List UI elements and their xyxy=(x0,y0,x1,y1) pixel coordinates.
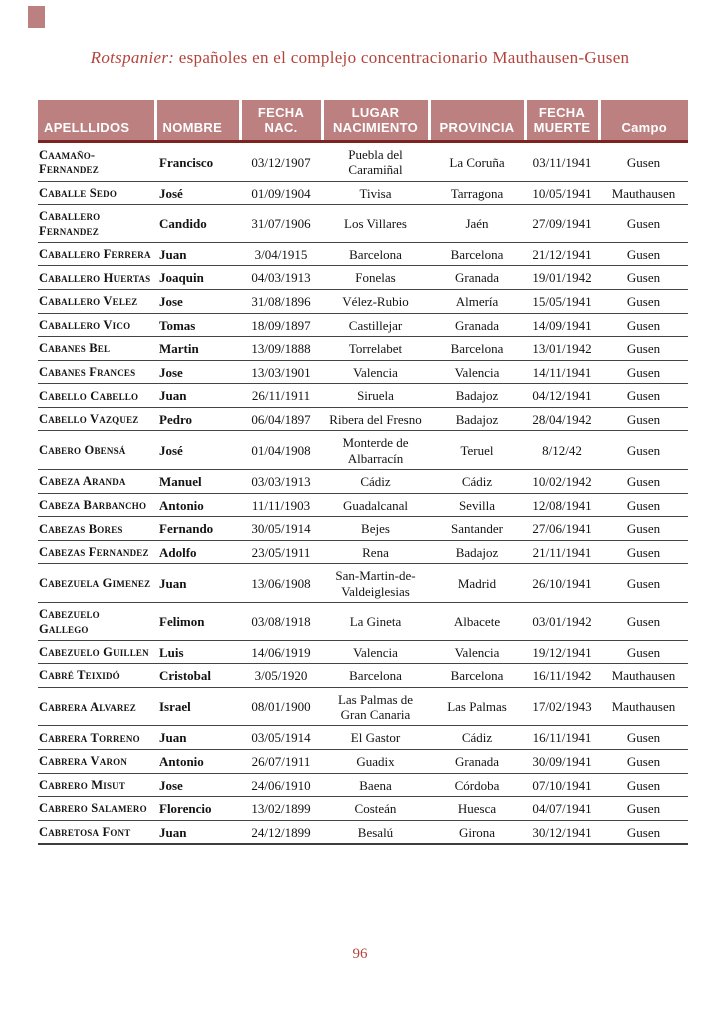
cell-apellidos: Caballero Huertas xyxy=(38,266,155,290)
cell-nombre: Antonio xyxy=(155,749,240,773)
cell-campo: Gusen xyxy=(599,820,688,844)
cell-campo: Gusen xyxy=(599,640,688,664)
table-row xyxy=(38,242,688,266)
cell-lugar: Las Palmas de Gran Canaria xyxy=(322,687,429,726)
cell-campo: Gusen xyxy=(599,493,688,517)
cell-nombre: Adolfo xyxy=(155,540,240,564)
cell-fecha_nac: 13/02/1899 xyxy=(240,797,322,821)
cell-fecha_muerte: 8/12/42 xyxy=(525,431,599,470)
cell-campo: Mauthausen xyxy=(599,664,688,688)
column-header-lugar: LUGAR NACIMIENTO xyxy=(322,100,429,142)
table-row xyxy=(38,431,688,470)
cell-nombre: Jose xyxy=(155,289,240,313)
cell-lugar: Tivisa xyxy=(322,181,429,205)
cell-apellidos: Caballero Vico xyxy=(38,313,155,337)
table-body xyxy=(38,142,688,845)
cell-apellidos: Caballe Sedo xyxy=(38,181,155,205)
cell-fecha_muerte: 15/05/1941 xyxy=(525,289,599,313)
cell-lugar: Besalú xyxy=(322,820,429,844)
cell-fecha_muerte: 03/01/1942 xyxy=(525,603,599,641)
table-row xyxy=(38,564,688,603)
cell-nombre: Joaquin xyxy=(155,266,240,290)
cell-campo: Gusen xyxy=(599,726,688,750)
cell-nombre: Pedro xyxy=(155,407,240,431)
cell-nombre: Israel xyxy=(155,687,240,726)
table-row xyxy=(38,142,688,182)
cell-lugar: Guadix xyxy=(322,749,429,773)
cell-fecha_muerte: 30/09/1941 xyxy=(525,749,599,773)
table-row xyxy=(38,517,688,541)
cell-apellidos: Cabrera Varon xyxy=(38,749,155,773)
cell-nombre: José xyxy=(155,431,240,470)
cell-apellidos: Cabrera Torreno xyxy=(38,726,155,750)
table-row xyxy=(38,820,688,844)
cell-provincia: Badajoz xyxy=(429,407,525,431)
cell-campo: Gusen xyxy=(599,384,688,408)
cell-fecha_nac: 24/12/1899 xyxy=(240,820,322,844)
cell-fecha_muerte: 27/09/1941 xyxy=(525,205,599,243)
cell-lugar: Bejes xyxy=(322,517,429,541)
table-row xyxy=(38,407,688,431)
cell-fecha_nac: 23/05/1911 xyxy=(240,540,322,564)
cell-lugar: El Gastor xyxy=(322,726,429,750)
cell-campo: Gusen xyxy=(599,540,688,564)
table-row xyxy=(38,384,688,408)
cell-apellidos: Cabrero Salamero xyxy=(38,797,155,821)
page-number: 96 xyxy=(352,946,368,962)
cell-lugar: Cádiz xyxy=(322,470,429,494)
cell-apellidos: Cabezas Fernandez xyxy=(38,540,155,564)
cell-lugar: Baena xyxy=(322,773,429,797)
cell-provincia: Tarragona xyxy=(429,181,525,205)
cell-campo: Gusen xyxy=(599,407,688,431)
column-header-fecha_nac: FECHA NAC. xyxy=(240,100,322,142)
cell-provincia: Las Palmas xyxy=(429,687,525,726)
cell-apellidos: Cabretosa Font xyxy=(38,820,155,844)
cell-campo: Gusen xyxy=(599,360,688,384)
column-header-nombre: NOMBRE xyxy=(155,100,240,142)
cell-fecha_muerte: 10/02/1942 xyxy=(525,470,599,494)
table-row xyxy=(38,289,688,313)
cell-lugar: Barcelona xyxy=(322,664,429,688)
cell-lugar: Siruela xyxy=(322,384,429,408)
cell-fecha_nac: 03/05/1914 xyxy=(240,726,322,750)
cell-nombre: Fernando xyxy=(155,517,240,541)
cell-lugar: La Gineta xyxy=(322,603,429,641)
cell-fecha_nac: 18/09/1897 xyxy=(240,313,322,337)
cell-provincia: Cádiz xyxy=(429,726,525,750)
cell-fecha_nac: 01/04/1908 xyxy=(240,431,322,470)
cell-nombre: Antonio xyxy=(155,493,240,517)
cell-apellidos: Cabero Obensá xyxy=(38,431,155,470)
cell-fecha_nac: 13/09/1888 xyxy=(240,337,322,361)
table-row xyxy=(38,313,688,337)
table-row xyxy=(38,640,688,664)
cell-campo: Gusen xyxy=(599,431,688,470)
cell-campo: Gusen xyxy=(599,749,688,773)
cell-fecha_muerte: 10/05/1941 xyxy=(525,181,599,205)
cell-lugar: Valencia xyxy=(322,640,429,664)
cell-campo: Gusen xyxy=(599,337,688,361)
cell-campo: Gusen xyxy=(599,797,688,821)
cell-fecha_muerte: 14/11/1941 xyxy=(525,360,599,384)
table-row xyxy=(38,181,688,205)
cell-provincia: Barcelona xyxy=(429,664,525,688)
table-row xyxy=(38,360,688,384)
table-row xyxy=(38,493,688,517)
cell-campo: Gusen xyxy=(599,313,688,337)
page-title-rest: españoles en el complejo concentracionario Mauthausen-Gusen xyxy=(174,48,630,67)
cell-nombre: Juan xyxy=(155,726,240,750)
cell-provincia: Cádiz xyxy=(429,470,525,494)
cell-provincia: Santander xyxy=(429,517,525,541)
cell-fecha_muerte: 26/10/1941 xyxy=(525,564,599,603)
cell-fecha_muerte: 04/12/1941 xyxy=(525,384,599,408)
cell-provincia: Madrid xyxy=(429,564,525,603)
cell-provincia: Barcelona xyxy=(429,242,525,266)
cell-apellidos: Cabezuelo Gallego xyxy=(38,603,155,641)
cell-apellidos: Cabezuela Gimenez xyxy=(38,564,155,603)
cell-provincia: Barcelona xyxy=(429,337,525,361)
cell-fecha_muerte: 19/01/1942 xyxy=(525,266,599,290)
cell-apellidos: Cabello Cabello xyxy=(38,384,155,408)
cell-lugar: Los Villares xyxy=(322,205,429,243)
cell-fecha_muerte: 21/11/1941 xyxy=(525,540,599,564)
cell-apellidos: Cabeza Aranda xyxy=(38,470,155,494)
cell-nombre: Tomas xyxy=(155,313,240,337)
cell-fecha_nac: 03/03/1913 xyxy=(240,470,322,494)
cell-lugar: Rena xyxy=(322,540,429,564)
cell-fecha_nac: 01/09/1904 xyxy=(240,181,322,205)
cell-fecha_muerte: 14/09/1941 xyxy=(525,313,599,337)
cell-fecha_muerte: 04/07/1941 xyxy=(525,797,599,821)
cell-fecha_nac: 03/08/1918 xyxy=(240,603,322,641)
cell-fecha_nac: 11/11/1903 xyxy=(240,493,322,517)
cell-lugar: Monterde de Albarracín xyxy=(322,431,429,470)
cell-nombre: Jose xyxy=(155,360,240,384)
cell-nombre: Martin xyxy=(155,337,240,361)
cell-fecha_nac: 26/11/1911 xyxy=(240,384,322,408)
cell-fecha_nac: 04/03/1913 xyxy=(240,266,322,290)
cell-fecha_nac: 08/01/1900 xyxy=(240,687,322,726)
cell-apellidos: Cabanes Bel xyxy=(38,337,155,361)
cell-fecha_nac: 26/07/1911 xyxy=(240,749,322,773)
column-header-apellidos: APELLLIDOS xyxy=(38,100,155,142)
cell-nombre: Cristobal xyxy=(155,664,240,688)
table-row xyxy=(38,773,688,797)
cell-fecha_nac: 13/06/1908 xyxy=(240,564,322,603)
cell-fecha_muerte: 21/12/1941 xyxy=(525,242,599,266)
cell-provincia: Sevilla xyxy=(429,493,525,517)
cell-provincia: Granada xyxy=(429,749,525,773)
cell-fecha_muerte: 13/01/1942 xyxy=(525,337,599,361)
cell-fecha_nac: 24/06/1910 xyxy=(240,773,322,797)
cell-provincia: Valencia xyxy=(429,360,525,384)
cell-apellidos: Caballero Fernandez xyxy=(38,205,155,243)
cell-campo: Gusen xyxy=(599,773,688,797)
cell-apellidos: Cabrero Misut xyxy=(38,773,155,797)
cell-provincia: Almería xyxy=(429,289,525,313)
cell-campo: Gusen xyxy=(599,517,688,541)
table-row xyxy=(38,687,688,726)
cell-provincia: La Coruña xyxy=(429,142,525,182)
cell-nombre: Florencio xyxy=(155,797,240,821)
cell-campo: Gusen xyxy=(599,470,688,494)
table-row xyxy=(38,726,688,750)
cell-fecha_muerte: 27/06/1941 xyxy=(525,517,599,541)
cell-lugar: Torrelabet xyxy=(322,337,429,361)
cell-nombre: Manuel xyxy=(155,470,240,494)
cell-fecha_nac: 06/04/1897 xyxy=(240,407,322,431)
cell-campo: Mauthausen xyxy=(599,181,688,205)
cell-nombre: José xyxy=(155,181,240,205)
table-row xyxy=(38,664,688,688)
table-row xyxy=(38,540,688,564)
cell-apellidos: Caballero Velez xyxy=(38,289,155,313)
column-header-fecha_muerte: FECHA MUERTE xyxy=(525,100,599,142)
cell-fecha_nac: 30/05/1914 xyxy=(240,517,322,541)
cell-nombre: Candido xyxy=(155,205,240,243)
cell-fecha_nac: 14/06/1919 xyxy=(240,640,322,664)
cell-campo: Gusen xyxy=(599,142,688,182)
cell-provincia: Jaén xyxy=(429,205,525,243)
cell-fecha_nac: 3/05/1920 xyxy=(240,664,322,688)
cell-fecha_muerte: 17/02/1943 xyxy=(525,687,599,726)
cell-apellidos: Cabanes Frances xyxy=(38,360,155,384)
page-title-italic: Rotspanier: xyxy=(90,48,175,67)
cell-campo: Gusen xyxy=(599,289,688,313)
table-row xyxy=(38,470,688,494)
cell-campo: Gusen xyxy=(599,242,688,266)
cell-lugar: Puebla del Caramiñal xyxy=(322,142,429,182)
cell-nombre: Juan xyxy=(155,564,240,603)
cell-provincia: Albacete xyxy=(429,603,525,641)
cell-provincia: Badajoz xyxy=(429,540,525,564)
cell-provincia: Valencia xyxy=(429,640,525,664)
cell-provincia: Huesca xyxy=(429,797,525,821)
prisoners-table xyxy=(38,100,688,845)
table-row xyxy=(38,337,688,361)
table-header xyxy=(38,100,688,142)
cell-provincia: Girona xyxy=(429,820,525,844)
cell-fecha_nac: 13/03/1901 xyxy=(240,360,322,384)
cell-lugar: Fonelas xyxy=(322,266,429,290)
cell-provincia: Granada xyxy=(429,313,525,337)
table-header-row xyxy=(38,100,688,142)
page-title xyxy=(0,48,720,68)
cell-lugar: Ribera del Fresno xyxy=(322,407,429,431)
cell-fecha_muerte: 16/11/1942 xyxy=(525,664,599,688)
cell-fecha_muerte: 07/10/1941 xyxy=(525,773,599,797)
table-row xyxy=(38,797,688,821)
cell-campo: Gusen xyxy=(599,564,688,603)
cell-apellidos: Cabré Teixidó xyxy=(38,664,155,688)
cell-lugar: Guadalcanal xyxy=(322,493,429,517)
cell-apellidos: Cabeza Barbancho xyxy=(38,493,155,517)
cell-nombre: Luis xyxy=(155,640,240,664)
cell-apellidos: Cabello Vazquez xyxy=(38,407,155,431)
table-row xyxy=(38,603,688,641)
cell-provincia: Granada xyxy=(429,266,525,290)
cell-fecha_nac: 03/12/1907 xyxy=(240,142,322,182)
cell-fecha_muerte: 12/08/1941 xyxy=(525,493,599,517)
cell-lugar: Vélez-Rubio xyxy=(322,289,429,313)
cell-campo: Mauthausen xyxy=(599,687,688,726)
cell-lugar: Costeán xyxy=(322,797,429,821)
cell-fecha_muerte: 03/11/1941 xyxy=(525,142,599,182)
cell-nombre: Jose xyxy=(155,773,240,797)
cell-nombre: Juan xyxy=(155,242,240,266)
page-edge-tab xyxy=(28,6,45,28)
table-row xyxy=(38,205,688,243)
cell-nombre: Juan xyxy=(155,384,240,408)
cell-campo: Gusen xyxy=(599,603,688,641)
cell-lugar: Valencia xyxy=(322,360,429,384)
cell-fecha_nac: 3/04/1915 xyxy=(240,242,322,266)
cell-apellidos: Caballero Ferrera xyxy=(38,242,155,266)
cell-provincia: Badajoz xyxy=(429,384,525,408)
cell-nombre: Francisco xyxy=(155,142,240,182)
cell-lugar: San-Martin-de-Valdeiglesias xyxy=(322,564,429,603)
cell-fecha_nac: 31/08/1896 xyxy=(240,289,322,313)
cell-apellidos: Cabezuelo Guillen xyxy=(38,640,155,664)
cell-provincia: Córdoba xyxy=(429,773,525,797)
cell-campo: Gusen xyxy=(599,266,688,290)
cell-fecha_muerte: 16/11/1941 xyxy=(525,726,599,750)
cell-lugar: Barcelona xyxy=(322,242,429,266)
cell-campo: Gusen xyxy=(599,205,688,243)
column-header-campo: Campo xyxy=(599,100,688,142)
table-row xyxy=(38,749,688,773)
cell-nombre: Felimon xyxy=(155,603,240,641)
cell-fecha_muerte: 19/12/1941 xyxy=(525,640,599,664)
cell-provincia: Teruel xyxy=(429,431,525,470)
cell-apellidos: Caamaño-Fernandez xyxy=(38,142,155,182)
cell-fecha_muerte: 30/12/1941 xyxy=(525,820,599,844)
cell-nombre: Juan xyxy=(155,820,240,844)
column-header-provincia: PROVINCIA xyxy=(429,100,525,142)
cell-apellidos: Cabezas Bores xyxy=(38,517,155,541)
table-row xyxy=(38,266,688,290)
cell-fecha_nac: 31/07/1906 xyxy=(240,205,322,243)
cell-lugar: Castillejar xyxy=(322,313,429,337)
cell-apellidos: Cabrera Alvarez xyxy=(38,687,155,726)
cell-fecha_muerte: 28/04/1942 xyxy=(525,407,599,431)
